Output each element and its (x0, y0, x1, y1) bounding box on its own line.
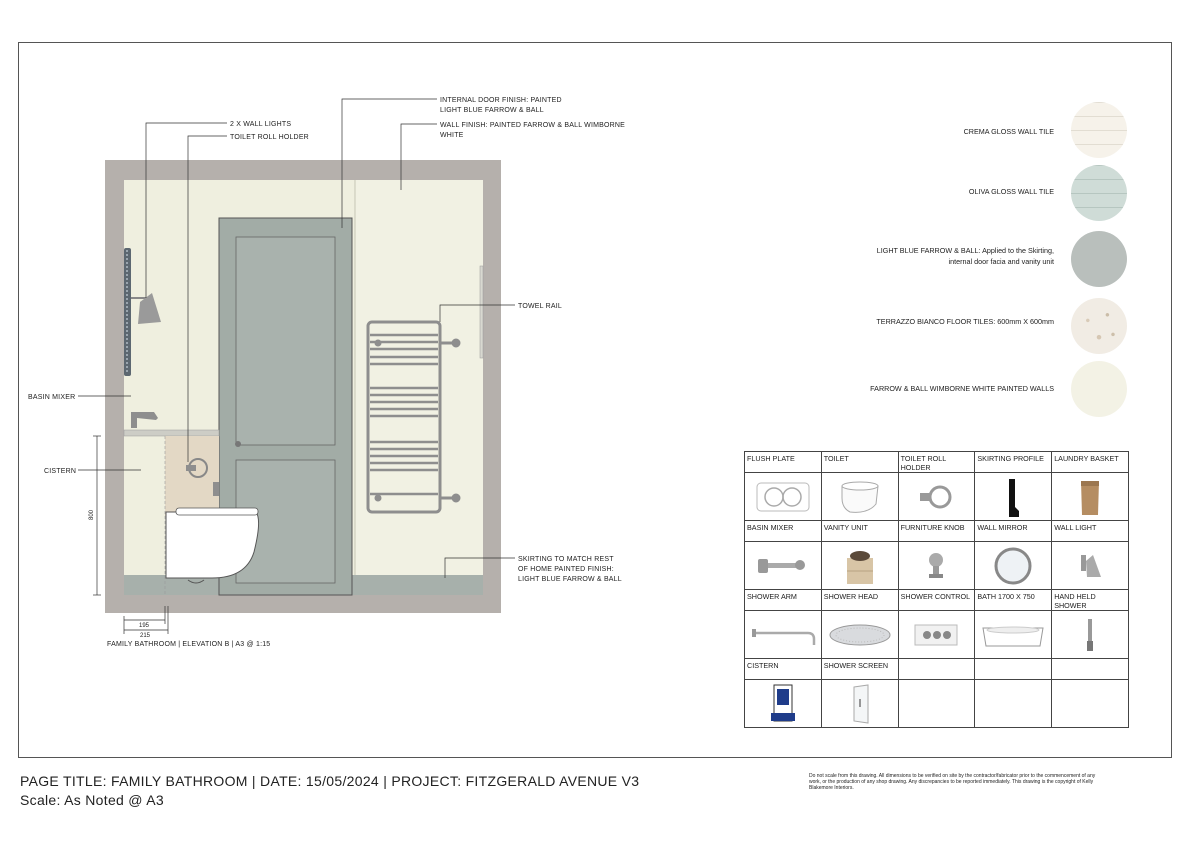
schedule-image-cell (898, 680, 975, 728)
material-line: internal door facia and vanity unit (948, 257, 1054, 266)
schedule-cell-label: LAUNDRY BASKET (1052, 452, 1129, 473)
swatch-crema-gloss-tile (1071, 102, 1127, 158)
shower-arm-icon (750, 623, 816, 647)
product-schedule-table (744, 451, 1129, 728)
door-panel-top (236, 237, 335, 445)
schedule-header-row (745, 590, 1129, 611)
label-skirting-2: OF HOME PAINTED FINISH: (518, 566, 614, 573)
door-handle (235, 441, 241, 447)
flush-button (213, 482, 219, 496)
laundry-basket-icon (1077, 477, 1103, 517)
bath-icon (980, 620, 1046, 650)
shower-control-icon (914, 624, 958, 646)
label-door-finish-2: LIGHT BLUE FARROW & BALL (440, 107, 544, 114)
schedule-header-row (745, 452, 1129, 473)
schedule-image-cell (1052, 680, 1129, 728)
toilet-seat (176, 508, 258, 515)
vanity-unit-icon (843, 546, 877, 586)
page-title-block (20, 772, 639, 810)
swatch-oliva-gloss-tile (1071, 165, 1127, 221)
label-skirting-3: LIGHT BLUE FARROW & BALL (518, 576, 622, 583)
swatch-wimborne-white (1071, 361, 1127, 417)
schedule-image-cell (821, 611, 898, 659)
schedule-cell-label: FLUSH PLATE (745, 452, 822, 473)
label-door-finish-1: INTERNAL DOOR FINISH: PAINTED (440, 97, 562, 104)
label-wall-finish-1: WALL FINISH: PAINTED FARROW & BALL WIMBORNE (440, 122, 626, 129)
material-line: CREMA GLOSS WALL TILE (963, 127, 1054, 136)
material-label (754, 245, 1054, 267)
schedule-cell-label: VANITY UNIT (821, 521, 898, 542)
page-title: PAGE TITLE: FAMILY BATHROOM | DATE: 15/05/2024 | PROJECT: FITZGERALD AVENUE V3 (20, 773, 640, 789)
schedule-cell-label (1052, 659, 1129, 680)
schedule-image-cell (898, 542, 975, 590)
toilet-roll-holder-icon (916, 481, 956, 513)
material-line: LIGHT BLUE FARROW & BALL: Applied to the Skirting, (876, 246, 1054, 255)
basin-mixer-icon (756, 551, 810, 581)
toilet-icon (838, 478, 882, 516)
scale-note: Scale: As Noted @ A3 (20, 792, 164, 808)
label-towel-rail: TOWEL RAIL (518, 303, 563, 310)
shower-screen-icon (848, 683, 872, 725)
schedule-image-cell (975, 680, 1052, 728)
schedule-image-cell (1052, 611, 1129, 659)
schedule-image-cell (821, 680, 898, 728)
schedule-cell-label: FURNITURE KNOB (898, 521, 975, 542)
label-basin-mixer: BASIN MIXER (28, 394, 76, 401)
schedule-image-cell (898, 611, 975, 659)
material-label (754, 126, 1054, 137)
schedule-cell-label: WALL LIGHT (1052, 521, 1129, 542)
schedule-cell-label: WALL MIRROR (975, 521, 1052, 542)
elevation-title: FAMILY BATHROOM | ELEVATION B | A3 @ 1:15 (107, 641, 271, 648)
label-cistern: CISTERN (44, 468, 77, 475)
furniture-knob-icon (921, 550, 951, 582)
schedule-image-row (745, 542, 1129, 590)
material-line: TERRAZZO BIANCO FLOOR TILES: 600mm X 600mm (876, 317, 1054, 326)
schedule-image-cell (745, 680, 822, 728)
schedule-cell-label: SKIRTING PROFILE (975, 452, 1052, 473)
toilet-pan (166, 512, 259, 578)
schedule-cell-label (898, 659, 975, 680)
schedule-cell-label: HAND HELD SHOWER (1052, 590, 1129, 611)
schedule-cell-label: SHOWER SCREEN (821, 659, 898, 680)
schedule-header-row (745, 521, 1129, 542)
swatch-light-blue-paint (1071, 231, 1127, 287)
material-label (754, 316, 1054, 327)
schedule-cell-label: BASIN MIXER (745, 521, 822, 542)
flush-plate-icon (756, 482, 810, 512)
schedule-cell-label: CISTERN (745, 659, 822, 680)
label-wall-lights: 2 X WALL LIGHTS (230, 121, 292, 128)
shower-head-icon (827, 622, 893, 648)
schedule-cell-label: TOILET (821, 452, 898, 473)
toilet-roll-bracket (186, 465, 196, 471)
schedule-header-row (745, 659, 1129, 680)
schedule-image-row (745, 611, 1129, 659)
shower-screen-edge (480, 266, 483, 358)
schedule-image-row (745, 680, 1129, 728)
cistern-icon (768, 683, 798, 725)
wall-mirror-icon (993, 546, 1033, 586)
hand-held-shower-icon (1080, 617, 1100, 653)
swatch-terrazzo-floor (1071, 298, 1127, 354)
dimension-195: 195 (139, 623, 150, 629)
schedule-image-cell (821, 542, 898, 590)
schedule-cell-label: SHOWER CONTROL (898, 590, 975, 611)
vanity-top (124, 430, 219, 436)
schedule-cell-label (975, 659, 1052, 680)
schedule-image-cell (975, 473, 1052, 521)
material-line: OLIVA GLOSS WALL TILE (968, 187, 1054, 196)
dimension-height: 800 (89, 509, 95, 520)
skirting-right (350, 575, 483, 595)
material-label (754, 186, 1054, 197)
schedule-image-cell (745, 542, 822, 590)
schedule-image-cell (975, 542, 1052, 590)
label-wall-finish-2: WHITE (440, 132, 464, 139)
dimension-215: 215 (140, 633, 151, 639)
schedule-image-cell (1052, 542, 1129, 590)
schedule-image-cell (745, 611, 822, 659)
schedule-image-cell (1052, 473, 1129, 521)
schedule-cell-label: BATH 1700 X 750 (975, 590, 1052, 611)
wall-light-icon (1075, 549, 1105, 583)
schedule-image-cell (745, 473, 822, 521)
material-label (754, 383, 1054, 394)
schedule-cell-label: TOILET ROLL HOLDER (898, 452, 975, 473)
schedule-image-row (745, 473, 1129, 521)
material-line: FARROW & BALL WIMBORNE WHITE PAINTED WALLS (870, 384, 1054, 393)
schedule-cell-label: SHOWER HEAD (821, 590, 898, 611)
disclaimer-note: Do not scale from this drawing. All dimensions to be verified on site by the contractor/fabricator prior to the commencement of any work, or the production of any shop drawing. Any discrepancies to be reported immediately. This drawing is the copyright of Kelly Blakemore Interiors. (809, 773, 1096, 792)
schedule-cell-label: SHOWER ARM (745, 590, 822, 611)
schedule-image-cell (821, 473, 898, 521)
schedule-image-cell (898, 473, 975, 521)
schedule-image-cell (975, 611, 1052, 659)
label-toilet-roll-holder: TOILET ROLL HOLDER (230, 134, 309, 141)
skirting-profile-icon (1003, 477, 1023, 517)
label-skirting-1: SKIRTING TO MATCH REST (518, 556, 614, 563)
